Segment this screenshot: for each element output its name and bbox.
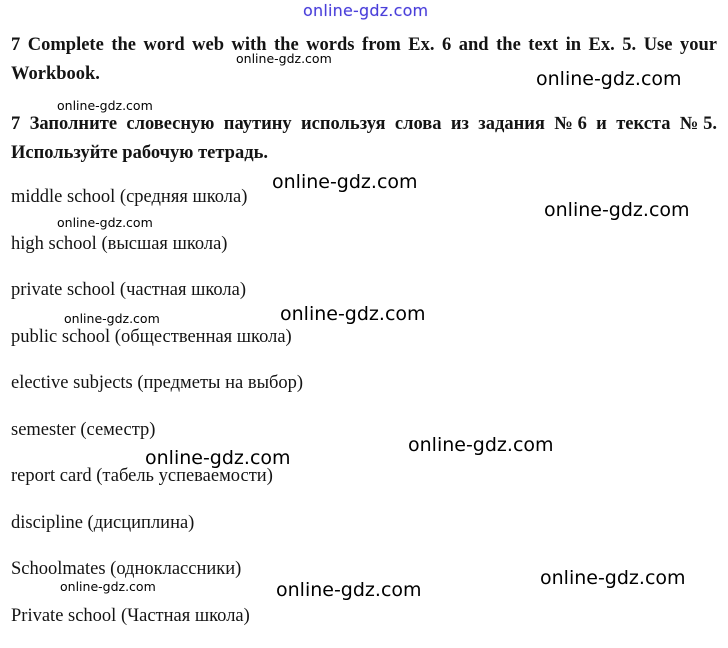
vocab-item: elective subjects (предметы на выбор): [11, 369, 303, 416]
watermark: online-gdz.com: [408, 434, 554, 456]
watermark: online-gdz.com: [536, 68, 682, 90]
watermark: online-gdz.com: [544, 199, 690, 221]
vocab-item: public school (общественная школа): [11, 323, 303, 370]
vocab-item: private school (частная школа): [11, 276, 303, 323]
vocab-item: Schoolmates (одноклассники): [11, 555, 303, 602]
watermark: online-gdz.com: [145, 447, 291, 469]
watermark: online-gdz.com: [57, 215, 153, 230]
watermark: online-gdz.com: [272, 171, 418, 193]
task-russian: 7 Заполните словесную паутину используя слова из задания №6 и текста №5. Используйте рабочую тетрадь.: [11, 110, 717, 168]
vocab-item: high school (высшая школа): [11, 230, 303, 277]
header-watermark: online-gdz.com: [303, 1, 428, 20]
vocab-item: report card (табель успеваемости): [11, 462, 303, 509]
watermark: online-gdz.com: [540, 567, 686, 589]
watermark: online-gdz.com: [276, 579, 422, 601]
task-english: 7 Complete the word web with the words from Ex. 6 and the text in Ex. 5. Use your Workbook.: [11, 31, 717, 89]
watermark: online-gdz.com: [60, 579, 156, 594]
vocab-item: discipline (дисциплина): [11, 509, 303, 556]
watermark: online-gdz.com: [64, 311, 160, 326]
watermark: online-gdz.com: [280, 303, 426, 325]
vocab-item: semester (семестр): [11, 416, 303, 463]
vocab-item: middle school (средняя школа): [11, 183, 303, 230]
watermark: online-gdz.com: [236, 51, 332, 66]
watermark: online-gdz.com: [57, 98, 153, 113]
vocab-item: Private school (Частная школа): [11, 602, 303, 648]
vocabulary-list: [11, 183, 303, 648]
